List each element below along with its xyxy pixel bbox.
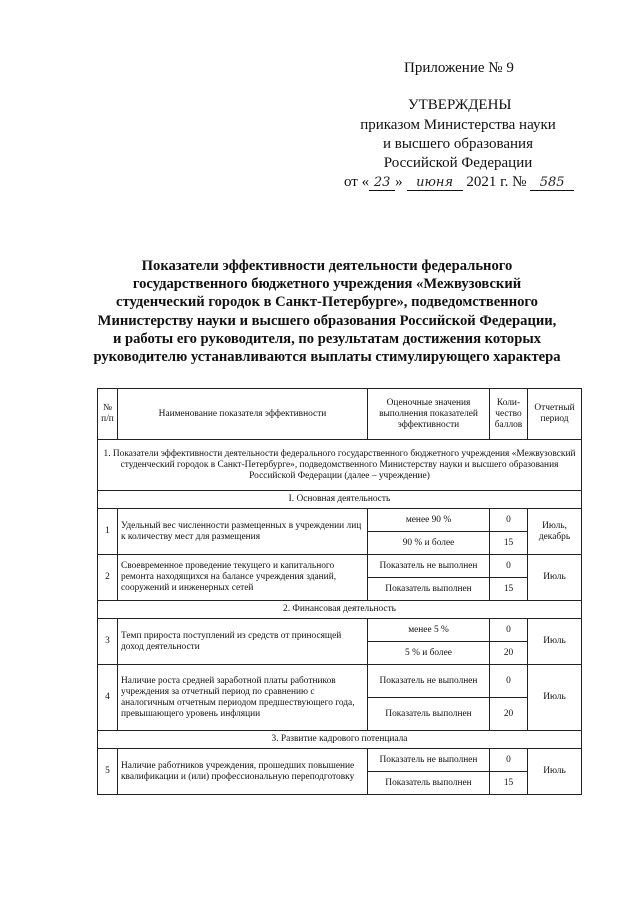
date-year-label: 2021 г. № — [466, 174, 527, 190]
row-points: 15 — [490, 772, 528, 795]
row-num: 3 — [98, 619, 118, 665]
row-num: 5 — [98, 749, 118, 795]
title-line: руководителю устанавливаются выплаты стимулирующего характера — [93, 349, 561, 366]
header-num: № п/п — [98, 389, 118, 440]
title-line: студенческий городок в Санкт-Петербурге», подведомственного — [116, 294, 538, 311]
header-values: Оценочные значения выполнения показателей эффективности — [368, 389, 490, 440]
appendix-label: Приложение № 9 — [404, 60, 514, 76]
row-num: 4 — [98, 665, 118, 731]
row-criteria: 5 % и более — [368, 642, 490, 665]
row-criteria: Показатель выполнен — [368, 578, 490, 601]
row-name: Темп прироста поступлений из средств от приносящей доход деятельности — [118, 619, 368, 665]
row-points: 20 — [490, 642, 528, 665]
row-criteria: менее 90 % — [368, 509, 490, 532]
section-title: 2. Финансовая деятельность — [98, 601, 582, 619]
row-name: Своевременное проведение текущего и капитального ремонта находящихся на балансе учреждения зданий, сооружений и инженерных сетей — [118, 555, 368, 601]
section-row — [98, 601, 582, 619]
section-title: I. Основная деятельность — [98, 491, 582, 509]
row-period: Июль — [528, 555, 582, 601]
title-line: и работы его руководителя, по результатам достижения которых — [112, 330, 542, 347]
row-points: 15 — [490, 578, 528, 601]
row-criteria: Показатель не выполнен — [368, 555, 490, 578]
header-period: Отчетный период — [528, 389, 582, 440]
row-name: Наличие работников учреждения, прошедших повышение квалификации и (или) профессиональную переподготовку — [118, 749, 368, 795]
approved-label: УТВЕРЖДЕНЫ — [408, 97, 512, 113]
title-line: государственного бюджетного учреждения «Межвузовский — [132, 276, 522, 293]
section-row — [98, 491, 582, 509]
section-title: 3. Развитие кадрового потенциала — [98, 731, 582, 749]
row-criteria: менее 5 % — [368, 619, 490, 642]
title-line: Показатели эффективности деятельности федерального — [141, 258, 513, 274]
row-criteria: Показатель не выполнен — [368, 665, 490, 698]
header-name: Наименование показателя эффективности — [118, 389, 368, 440]
row-points: 0 — [490, 555, 528, 578]
row-num: 2 — [98, 555, 118, 601]
row-period: Июль — [528, 749, 582, 795]
row-num: 1 — [98, 509, 118, 555]
order-date-line — [344, 174, 574, 191]
indicators-table — [97, 388, 582, 795]
order-number: 585 — [530, 175, 574, 191]
row-name: Наличие роста средней заработной платы работников учреждения за отчетный период по сравнению с аналогичным отчетным периодом предшествующего года, превышающего уровень инфляции — [118, 665, 368, 731]
row-criteria: Показатель выполнен — [368, 698, 490, 731]
row-points: 15 — [490, 532, 528, 555]
intro-row — [98, 440, 582, 491]
row-criteria: Показатель не выполнен — [368, 749, 490, 772]
date-month: июня — [407, 175, 463, 191]
order-line-3: Российской Федерации — [383, 155, 533, 171]
table-row — [98, 749, 582, 772]
row-points: 0 — [490, 509, 528, 532]
order-line-1: приказом Министерства науки — [360, 117, 556, 133]
row-points: 0 — [490, 665, 528, 698]
row-period: Июль, декабрь — [528, 509, 582, 555]
date-quote-close: » — [395, 174, 403, 190]
date-prefix: от « — [344, 174, 370, 190]
row-name: Удельный вес численности размещенных в учреждении лиц к количеству мест для размещения — [118, 509, 368, 555]
intro-text: 1. Показатели эффективности деятельности федерального государственного бюджетного учреждения «Межвузовский студенческий городок в Санкт-Петербурге», подведомственного Министерству науки и высшего образования Российской Федерации (далее – учреждение) — [98, 440, 582, 491]
header-points: Коли-чество баллов — [490, 389, 528, 440]
row-points: 0 — [490, 749, 528, 772]
table-row — [98, 555, 582, 578]
table-row — [98, 619, 582, 642]
table-row — [98, 509, 582, 532]
row-points: 0 — [490, 619, 528, 642]
row-criteria: 90 % и более — [368, 532, 490, 555]
document-title — [92, 257, 562, 366]
date-day: 23 — [369, 175, 395, 191]
title-line: Министерству науки и высшего образования Российской Федерации, — [97, 312, 557, 329]
row-criteria: Показатель выполнен — [368, 772, 490, 795]
table-row — [98, 665, 582, 698]
row-period: Июль — [528, 665, 582, 731]
row-points: 20 — [490, 698, 528, 731]
section-row — [98, 731, 582, 749]
order-line-2: и высшего образования — [383, 136, 533, 152]
row-period: Июль — [528, 619, 582, 665]
table-header-row — [98, 389, 582, 440]
